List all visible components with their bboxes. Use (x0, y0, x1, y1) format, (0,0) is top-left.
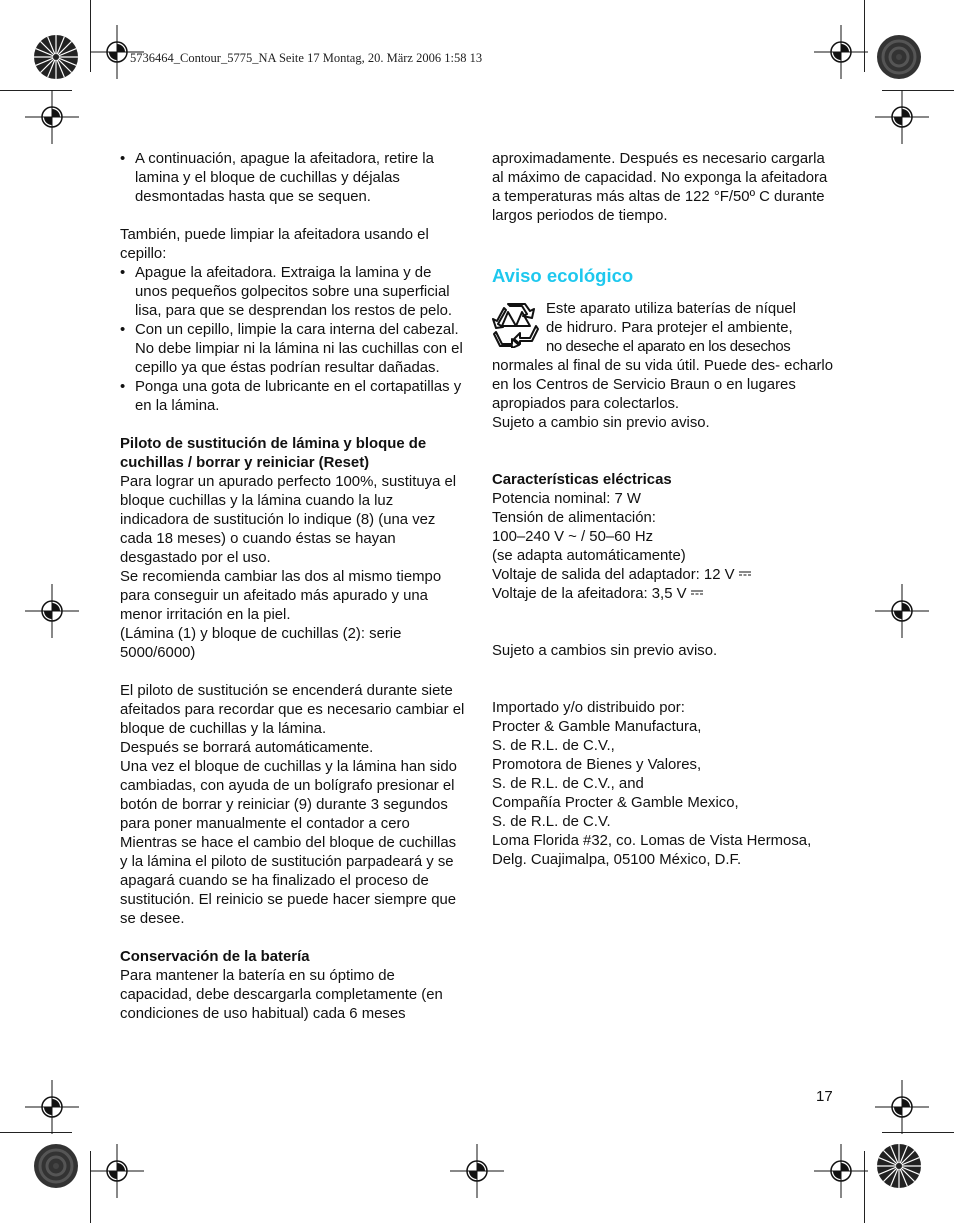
page-number: 17 (816, 1088, 833, 1105)
paragraph: Para lograr un apurado perfecto 100%, sustituya el bloque cuchillas y la lámina cuando la luz indicadora de sustitución lo indique (8) (una vez cada 18 meses) o cuando éstas se hayan desgastado por el uso. (120, 474, 457, 566)
list-item (120, 150, 465, 207)
paragraph: También, puede limpiar la afeitadora usando el cepillo: (120, 227, 429, 262)
address-line: S. de R.L. de C.V. (492, 814, 611, 830)
paragraph: (Lámina (1) y bloque de cuchillas (2): serie 5000/6000) (120, 626, 402, 661)
address-line: S. de R.L. de C.V., (492, 738, 615, 754)
eco-line: de hidruro. Para protejer el ambiente, (546, 320, 793, 336)
section-heading: Conservación de la batería (120, 949, 310, 965)
paragraph: Después se borrará automáticamente. (120, 740, 374, 756)
spec-line: 100–240 V ~ / 50–60 Hz (492, 529, 654, 545)
address-line: Promotora de Bienes y Valores, (492, 757, 702, 773)
spec-text: Voltaje de la afeitadora: 3,5 V (492, 586, 687, 602)
section-heading: Características eléctricas (492, 472, 672, 488)
spec-line: Potencia nominal: 7 W (492, 491, 641, 507)
registration-mark-icon (875, 1080, 929, 1134)
address-line: Loma Florida #32, co. Lomas de Vista Hermosa, (492, 833, 812, 849)
recycle-icon (492, 302, 542, 350)
spec-line: (se adapta automáticamente) (492, 548, 686, 564)
spec-line: Tensión de alimentación: (492, 510, 656, 526)
paragraph: Para mantener la batería en su óptimo de capacidad, debe descargarla completamente (en condiciones de uso habitual) cada 6 meses (120, 968, 443, 1022)
address-line: Importado y/o distribuido por: (492, 700, 685, 716)
paragraph: Mientras se hace el cambio del bloque de cuchillas y la lámina el piloto de sustitución parpadeará y se apagará cuando se ha finalizado el proceso de sustitución. El reinicio se puede hacer siempre que se desee. (120, 835, 457, 927)
list-item-text: Ponga una gota de lubricante en el cortapatillas y en la lámina. (135, 379, 462, 414)
bullet: • (120, 151, 126, 167)
list-item-text: Con un cepillo, limpie la cara interna del cabezal. No debe limpiar ni la lámina ni las cuchillas con el cepillo ya que éstas podrían resultar dañadas. (135, 322, 463, 376)
color-rosette-icon (33, 1143, 79, 1189)
registration-mark-icon (814, 1144, 868, 1198)
spec-text: Voltaje de salida del adaptador: 12 V (492, 567, 735, 583)
registration-mark-icon (25, 90, 79, 144)
address-line: Compañía Procter & Gamble Mexico, (492, 795, 739, 811)
dc-symbol-icon (691, 590, 703, 596)
bullet: • (120, 265, 126, 281)
eco-line: no deseche el aparato en los desechos (546, 339, 791, 355)
bullet: • (120, 379, 126, 395)
section-heading-eco: Aviso ecológico (492, 265, 634, 286)
color-rosette-icon (33, 34, 79, 80)
eco-line: Este aparato utiliza baterías de níquel (546, 301, 796, 317)
left-column (120, 150, 465, 1024)
print-slug: 5736464_Contour_5775_NA Seite 17 Montag, 20. März 2006 1:58 13 (130, 51, 483, 65)
registration-mark-icon (814, 25, 868, 79)
spec-line (492, 585, 837, 604)
list-item (120, 321, 465, 378)
registration-mark-icon (25, 1080, 79, 1134)
list-item-text: Apague la afeitadora. Extraiga la lamina y de unos pequeños golpecitos sobre una superficial lisa, para que se desprendan los restos de pelo. (135, 265, 453, 319)
right-column (492, 150, 837, 870)
paragraph: Una vez el bloque de cuchillas y la lámina han sido cambiadas, con ayuda de un bolígrafo presionar el botón de borrar y reiniciar (9) durante 3 segundos para poner manualmente el contador a cero (120, 759, 457, 832)
paragraph: Sujeto a cambios sin previo aviso. (492, 643, 718, 659)
color-rosette-icon (876, 1143, 922, 1189)
bullet: • (120, 322, 126, 338)
registration-mark-icon (875, 584, 929, 638)
list-item (120, 264, 465, 321)
registration-mark-icon (450, 1144, 504, 1198)
paragraph: aproximadamente. Después es necesario cargarla al máximo de capacidad. No exponga la afeitadora a temperaturas más altas de 122 °F/50º C durante largos periodos de tiempo. (492, 151, 828, 224)
list-item-text: A continuación, apague la afeitadora, retire la lamina y el bloque de cuchillas y déjalas desmontadas hasta que se sequen. (135, 151, 434, 205)
address-line: S. de R.L. de C.V., and (492, 776, 644, 792)
dc-symbol-icon (739, 571, 751, 577)
registration-mark-icon (90, 1144, 144, 1198)
spec-line (492, 566, 837, 585)
registration-mark-icon (25, 584, 79, 638)
eco-text: normales al final de su vida útil. Puede des- echarlo en los Centros de Servicio Braun o en lugares apropiados para colectarlos. (492, 358, 834, 412)
paragraph: El piloto de sustitución se encenderá durante siete afeitados para recordar que es necesario cambiar el bloque de cuchillas y la lámina. (120, 683, 465, 737)
section-heading: Piloto de sustitución de lámina y bloque de cuchillas / borrar y reiniciar (Reset) (120, 436, 427, 471)
address-line: Delg. Cuajimalpa, 05100 México, D.F. (492, 852, 742, 868)
address-line: Procter & Gamble Manufactura, (492, 719, 702, 735)
paragraph: Sujeto a cambio sin previo aviso. (492, 415, 710, 431)
registration-mark-icon (875, 90, 929, 144)
color-rosette-icon (876, 34, 922, 80)
list-item (120, 378, 465, 416)
paragraph: Se recomienda cambiar las dos al mismo tiempo para conseguir un afeitado más apurado y una menor irritación en la piel. (120, 569, 442, 623)
eco-block (492, 300, 837, 414)
